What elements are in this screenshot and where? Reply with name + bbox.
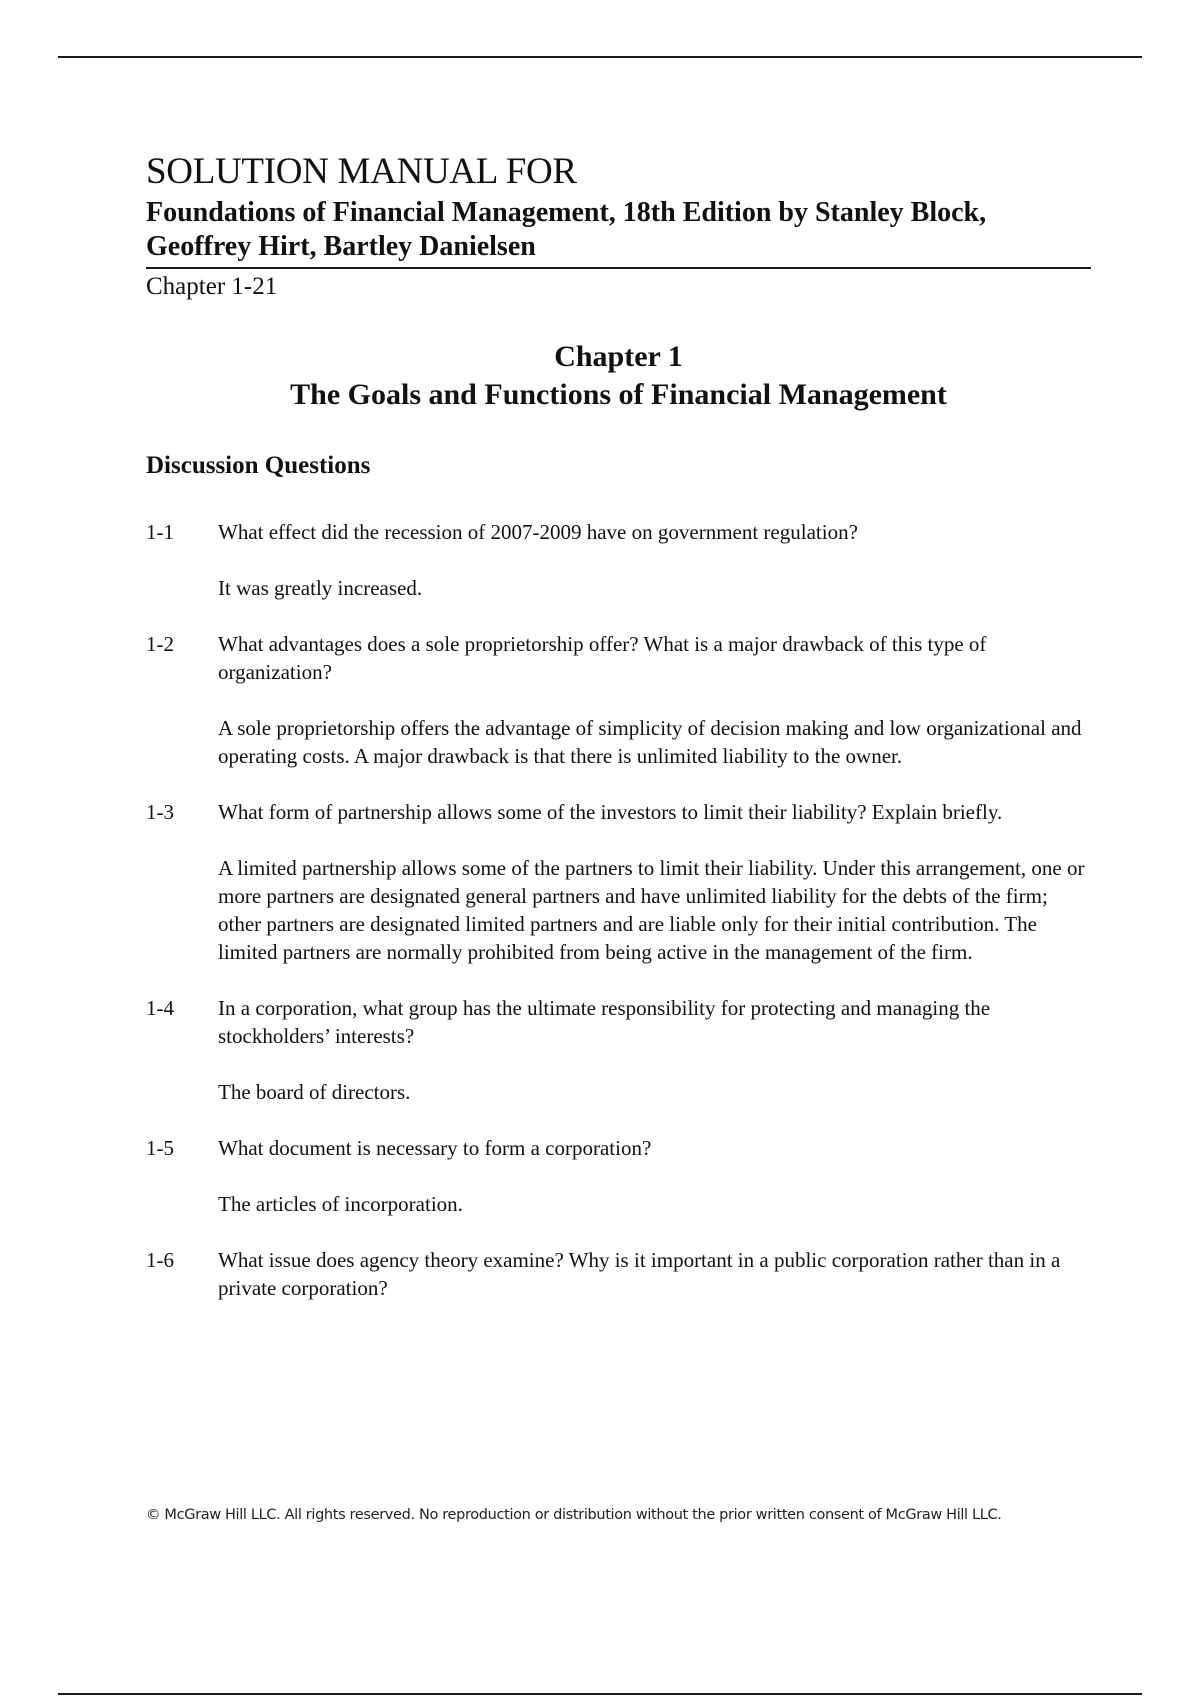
subtitle-line-1: Foundations of Financial Management, 18th Edition by Stanley Block, [146,197,987,229]
document-subtitle [146,196,1091,269]
question-text: What advantages does a sole proprietorship offer? What is a major drawback of this type of organization? [218,632,987,685]
top-rule [58,56,1142,58]
chapter-range: Chapter 1-21 [146,273,278,301]
answer-text: The articles of incorporation. [218,1192,463,1217]
question-item [146,798,1091,966]
question-item [146,518,1091,602]
document-title: SOLUTION MANUAL FOR [146,151,577,192]
question-number: 1-5 [146,1136,174,1161]
document-body [146,150,1091,1330]
answer-text: A limited partnership allows some of the partners to limit their liability. Under this arrangement, one or more partners are designated general partners and have unlimited liability for the debts of the firm; other partners are designated limited partners and are liable only for their initial contribution. The limited partners are normally prohibited from being active in the management of the firm. [218,856,1085,965]
question-number: 1-3 [146,800,174,825]
question-text: What issue does agency theory examine? Why is it important in a public corporation rather than in a private corporation? [218,1248,1061,1301]
copyright-footer: © McGraw Hill LLC. All rights reserved. No reproduction or distribution without the prior written consent of McGraw Hill LLC. [146,1507,1002,1523]
question-number: 1-2 [146,632,174,657]
section-title: Discussion Questions [146,452,371,480]
question-number: 1-4 [146,996,174,1021]
question-item [146,1246,1091,1302]
question-text: In a corporation, what group has the ultimate responsibility for protecting and managing the stockholders’ interests? [218,996,991,1049]
question-text: What effect did the recession of 2007-2009 have on government regulation? [218,520,858,545]
question-text: What form of partnership allows some of the investors to limit their liability? Explain briefly. [218,800,1003,825]
question-list [146,518,1091,1302]
answer-text: A sole proprietorship offers the advantage of simplicity of decision making and low organizational and operating costs. A major drawback is that there is unlimited liability to the owner. [218,716,1082,769]
question-item [146,1134,1091,1218]
question-item [146,630,1091,770]
question-text: What document is necessary to form a corporation? [218,1136,652,1161]
answer-text: It was greatly increased. [218,576,423,601]
subtitle-line-2: Geoffrey Hirt, Bartley Danielsen [146,231,536,263]
question-number: 1-1 [146,520,174,545]
answer-text: The board of directors. [218,1080,411,1105]
question-number: 1-6 [146,1248,174,1273]
chapter-number: Chapter 1 [554,340,683,374]
chapter-name: The Goals and Functions of Financial Management [290,378,947,412]
chapter-heading [146,338,1091,414]
question-item [146,994,1091,1106]
bottom-rule [58,1693,1142,1695]
